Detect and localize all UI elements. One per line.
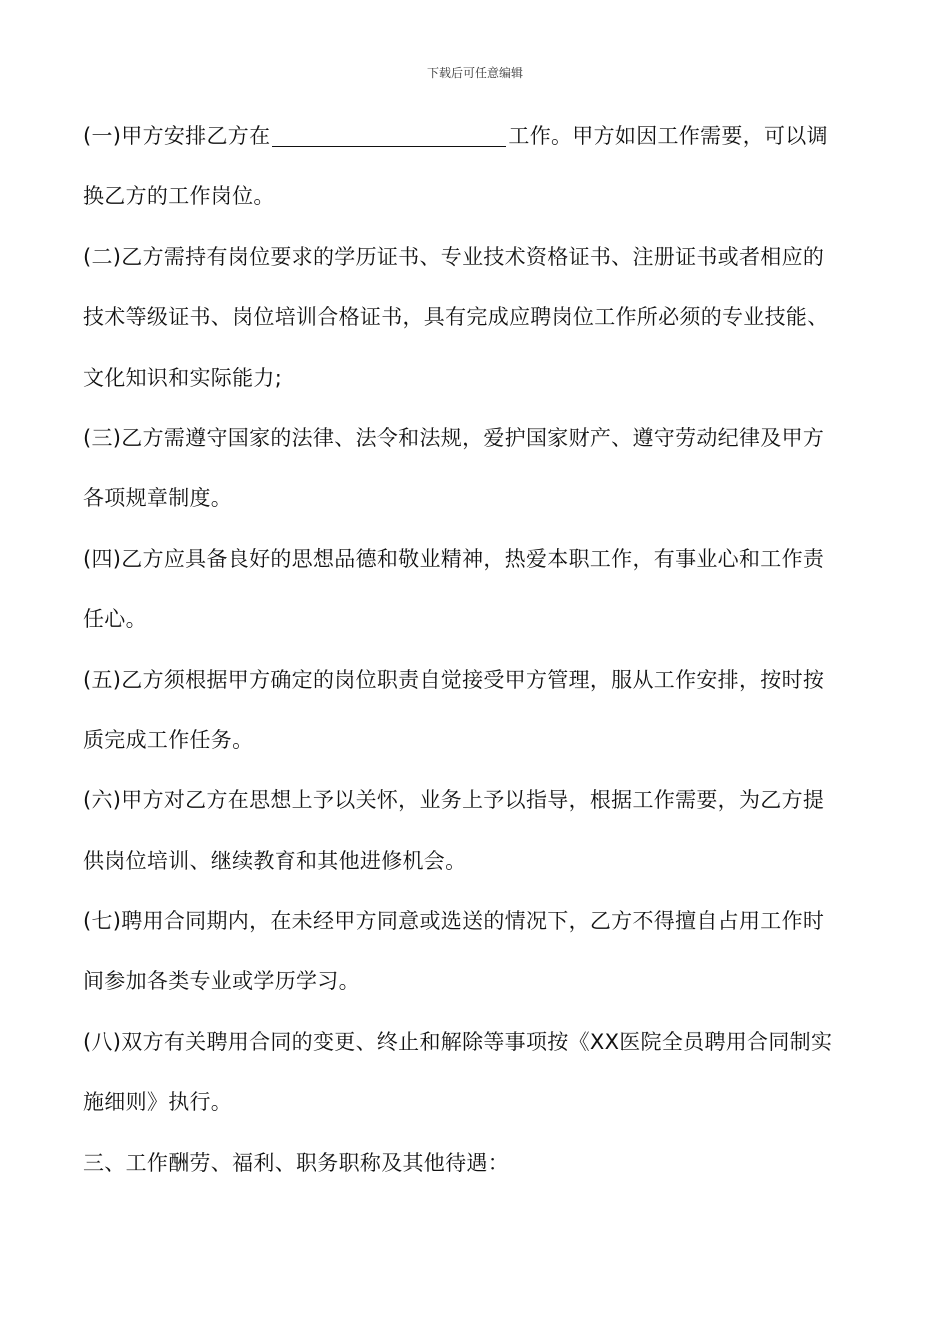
section-3-heading: 三、工作酬劳、福利、职务职称及其他待遇： <box>83 1150 509 1175</box>
clause-2-line-2: 技术等级证书、岗位培训合格证书，具有完成应聘岗位工作所必须的专业技能、 <box>83 305 829 330</box>
clause-7-line-2: 间参加各类专业或学历学习。 <box>83 969 360 994</box>
clause-7-line-1: (七)聘用合同期内，在未经甲方同意或选送的情况下，乙方不得擅自占用工作时 <box>83 909 825 934</box>
clause-4-line-2: 任心。 <box>83 607 147 632</box>
clause-6-line-2: 供岗位培训、继续教育和其他进修机会。 <box>83 848 467 873</box>
clause-8-line-1: (八)双方有关聘用合同的变更、终止和解除等事项按《XX医院全员聘用合同制实 <box>83 1029 833 1054</box>
clause-2-line-1: (二)乙方需持有岗位要求的学历证书、专业技术资格证书、注册证书或者相应的 <box>83 244 825 269</box>
clause-3-line-1: (三)乙方需遵守国家的法律、法令和法规，爱护国家财产、遵守劳动纪律及甲方 <box>83 425 825 450</box>
clause-4-line-1: (四)乙方应具备良好的思想品德和敬业精神，热爱本职工作，有事业心和工作责 <box>83 546 825 571</box>
clause-5-line-1: (五)乙方须根据甲方确定的岗位职责自觉接受甲方管理，服从工作安排，按时按 <box>83 667 825 692</box>
clause-1-text-before-blank: (一)甲方安排乙方在 <box>83 124 271 148</box>
clause-3-line-2: 各项规章制度。 <box>83 486 233 511</box>
page-header: 下载后可任意编辑 <box>426 66 523 80</box>
clause-8-line-2: 施细则》执行。 <box>83 1090 233 1115</box>
document-body <box>83 112 883 1199</box>
clause-1-line-1 <box>83 112 883 172</box>
clause-2-line-3: 文化知识和实际能力; <box>83 365 283 390</box>
fill-in-blank <box>272 124 506 147</box>
clause-1-text-after-blank: 工作。甲方如因工作需要，可以调 <box>508 124 828 148</box>
clause-6-line-1: (六)甲方对乙方在思想上予以关怀，业务上予以指导，根据工作需要，为乙方提 <box>83 788 825 813</box>
clause-5-line-2: 质完成工作任务。 <box>83 727 254 752</box>
clause-1-line-2: 换乙方的工作岗位。 <box>83 184 275 209</box>
